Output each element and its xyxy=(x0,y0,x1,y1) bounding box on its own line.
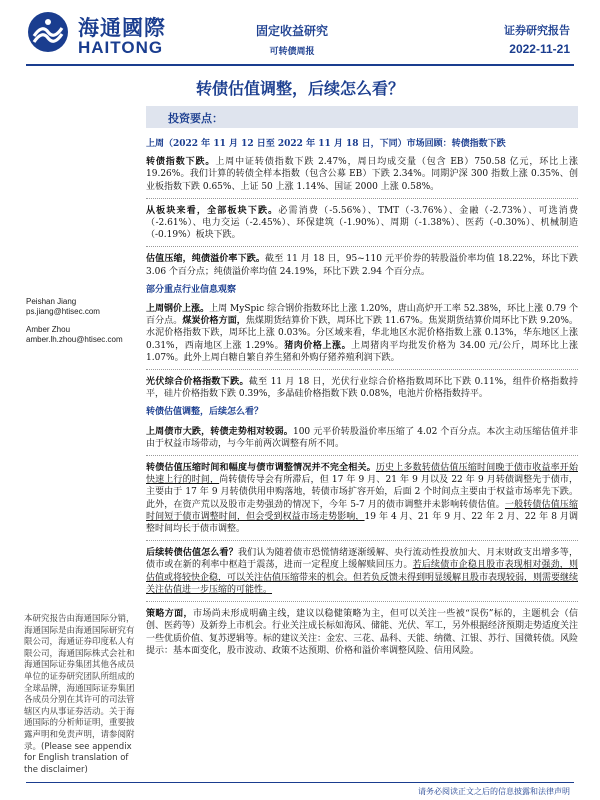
market-review-heading: 上周（2022 年 11 月 12 日至 2022 年 11 月 18 日，下同）市场回顾：转债指数下跌 xyxy=(146,139,506,149)
report-category: 固定收益研究 xyxy=(255,24,328,38)
paragraph-underlined: 若后续债市企稳且股市表现相对强劲，则估值或将较快企稳，可以关注估值压缩带来的机会。但若负反馈未得到明显缓解且股市表现较弱，则需要继续关注估值进一步压缩的可能性。 xyxy=(146,560,579,595)
paragraph xyxy=(146,462,578,541)
disclaimer-text: 本研究报告由海通国际分销，海通国际是由海通国际研究有限公司，海通证券印度私人有限公司，海通国际株式会社和海通国际证券集团其他各成员单位的证券研究团队所组成的全球品牌，海通国际证券集团各成员分别在其许可的司法管辖区内从事证券活动。关于海通国际的分析师证明，重要披露声明和免责声明，请参阅附录。(Please see appendix for English translation of the disclaimer) xyxy=(24,614,135,775)
paragraph-lead: 上周钢价上涨。 xyxy=(146,304,210,315)
logo-english-name: HAITONG xyxy=(78,38,164,57)
report-date: 2022-11-21 xyxy=(509,42,570,56)
report-subcategory: 可转债周报 xyxy=(269,47,315,57)
paragraph-underlined: 一般转债估值压缩时间短于债市调整时间，但会受到权益市场走势影响， xyxy=(146,499,578,522)
paragraph-text: 焦煤期货结算价下跌，周环比下跌 11.67%。焦炭期货结算价周环比下跌 9.20%。水泥价格指数下跌，周环比上涨 0.03%。分区域来看，华北地区水泥价格指数上涨 0.13%，华东地区上涨 0.31%，西南地区上涨 1.29%。 xyxy=(146,316,578,351)
paragraph-text: 尚转债传导会有所滞后，但 17 年 9 月、21 年 9 月以及 22 年 9 月转债调整先于债市，主要由于 17 年 9 月转债供用申购落地，转债市场扩容开始，后面 2 个时间点主要由于权益市场率先下跌。此外，在资产荒以及股市走势强劲的情况下，今年 5-7 月的债市调整并未影响转债估值。 xyxy=(146,475,578,510)
paragraph-text: 19 年 4 月、21 年 9 月、22 年 2 月、22 年 8 月调整时间均长于债市调整。 xyxy=(146,511,578,535)
section-heading: 转债估值调整，后续怎么看？ xyxy=(146,407,264,418)
paragraph-text: 100 元平价转股溢价率压缩了 4.02 个百分点。本次主动压缩估值并非由于权益市场带动，与今年前两次调整有所不同。 xyxy=(146,426,578,449)
section-heading: 部分重点行业信息观察 xyxy=(146,284,237,295)
paragraph xyxy=(146,205,578,248)
paragraph-lead: 估值压缩，纯债溢价率下跌。 xyxy=(146,254,266,265)
footer-note: 请务必阅读正文之后的信息披露和法律声明 xyxy=(418,787,570,796)
paragraph-text: 上周猪肉平均批发价格为 34.00 元/公斤，周环比上涨 1.07%。此外上周白糖自繁自养生猪和外购仔猪养殖利润下跌。 xyxy=(146,340,578,363)
paragraph-text: 上周 MySpic 综合钢价指数环比上涨 1.20%，唐山高炉开工率 52.38%，环比上涨 0.79 个百分点。 xyxy=(146,304,578,327)
paragraph xyxy=(146,156,578,199)
paragraph-lead: 后续转债估值怎么看？ xyxy=(146,548,238,559)
paragraph-lead: 策略方面， xyxy=(146,609,193,620)
header-divider xyxy=(26,64,574,66)
paragraph xyxy=(146,303,578,370)
author-name: Peishan Jiang xyxy=(26,297,77,306)
paragraph-text: 截至 11 月 18 日，95~110 元平价券的转股溢价率均值 18.22%，环比下跌 3.06 个百分点；纯债溢价率均值 24.19%，环比下跌 2.94 个百分点。 xyxy=(146,254,578,277)
paragraph-underlined: 历史上多数转债估值压缩时间晚于债市收益率开始快速上行的时间， xyxy=(146,463,578,486)
page-title: 转债估值调整，后续怎么看？ xyxy=(195,79,404,98)
paragraph-lead: 猪肉价格上涨。 xyxy=(284,340,352,351)
paragraph-text: 截至 11 月 18 日，光伏行业综合价格指数周环比下跌 0.11%，组件价格指数持平，硅片价格指数下跌 0.39%，多晶硅价格指数下跌 0.08%，电池片价格指数持平。 xyxy=(146,377,578,400)
author-name: Amber Zhou xyxy=(26,325,71,334)
author-block xyxy=(26,297,100,317)
summary-label: 投资要点： xyxy=(168,112,223,125)
author-email[interactable]: amber.lh.zhou@htisec.com xyxy=(26,335,123,344)
paragraph-lead: 转债估值压缩时间和幅度与债市调整情况并不完全相关。 xyxy=(146,463,376,474)
paragraph xyxy=(146,547,578,602)
summary-section-bar xyxy=(146,106,578,128)
paragraph-text: 我们认为随着债市恐慌情绪逐渐缓解、央行流动性投放加大、月末财政支出增多等，债市或在新的利率中枢趋于震荡，进而一定程度上缓解赎回压力。 xyxy=(146,548,578,571)
paragraph-text: 必需消费（-5.56%）、TMT（-3.76%）、金融（-2.73%）、可选消费（-2.61%）、电力交运（-2.45%）、环保建筑（-1.90%）、周期（-1.38%）、医药（-0.30%）、机械制造（-0.19%）板块下跌。 xyxy=(146,205,578,241)
haitong-logo-icon xyxy=(26,10,70,54)
paragraph-lead: 转债指数下跌。 xyxy=(146,157,216,168)
paragraph xyxy=(146,253,578,277)
haitong-logo xyxy=(26,10,176,58)
paragraph-text: 上周中证转债指数下跌 2.47%，周日均成交量（包含 EB）750.58 亿元，环比上涨 19.26%。我们计算的转债全样本指数（包含公募 EB）下跌 2.34%。同期沪深 300 指数上涨 0.35%、创业板指数下跌 0.65%、上证 50 上涨 1.14%、国证 2000 上涨 0.58%。 xyxy=(146,157,578,192)
paragraph-text: 市场尚未形成明确主线，建议以稳健策略为主，但可以关注一些被“误伤”标的，主题机会（信创、医药等）及新券上市机会。行业关注成长标如海风、储能、光伏、军工，另外根据经济预期走势适度关注一些优质价值、复苏逻辑等。标的建议关注：金宏、三花、晶科、天能、纳微、江银、苏行、国微转债。风险提示：基本面变化，股市波动、政策不达预期、价格和溢价率调整风险、信用风险。 xyxy=(146,609,579,656)
paragraph-lead: 上周债市大跌，转债走势相对较弱。 xyxy=(146,426,293,437)
paragraph-lead: 从板块来看，全部板块下跌。 xyxy=(146,205,279,216)
logo-chinese-name: 海通國際 xyxy=(78,16,166,40)
paragraph-lead: 煤炭价格方面， xyxy=(182,316,246,327)
main-content xyxy=(146,138,578,663)
report-type: 证券研究报告 xyxy=(504,24,570,37)
paragraph-lead: 光伏综合价格指数下跌。 xyxy=(146,377,249,388)
author-block xyxy=(26,325,123,345)
paragraph xyxy=(146,426,578,456)
author-email[interactable]: ps.jiang@htisec.com xyxy=(26,307,100,316)
paragraph xyxy=(146,376,578,400)
footer-divider xyxy=(26,782,574,783)
paragraph xyxy=(146,608,578,657)
